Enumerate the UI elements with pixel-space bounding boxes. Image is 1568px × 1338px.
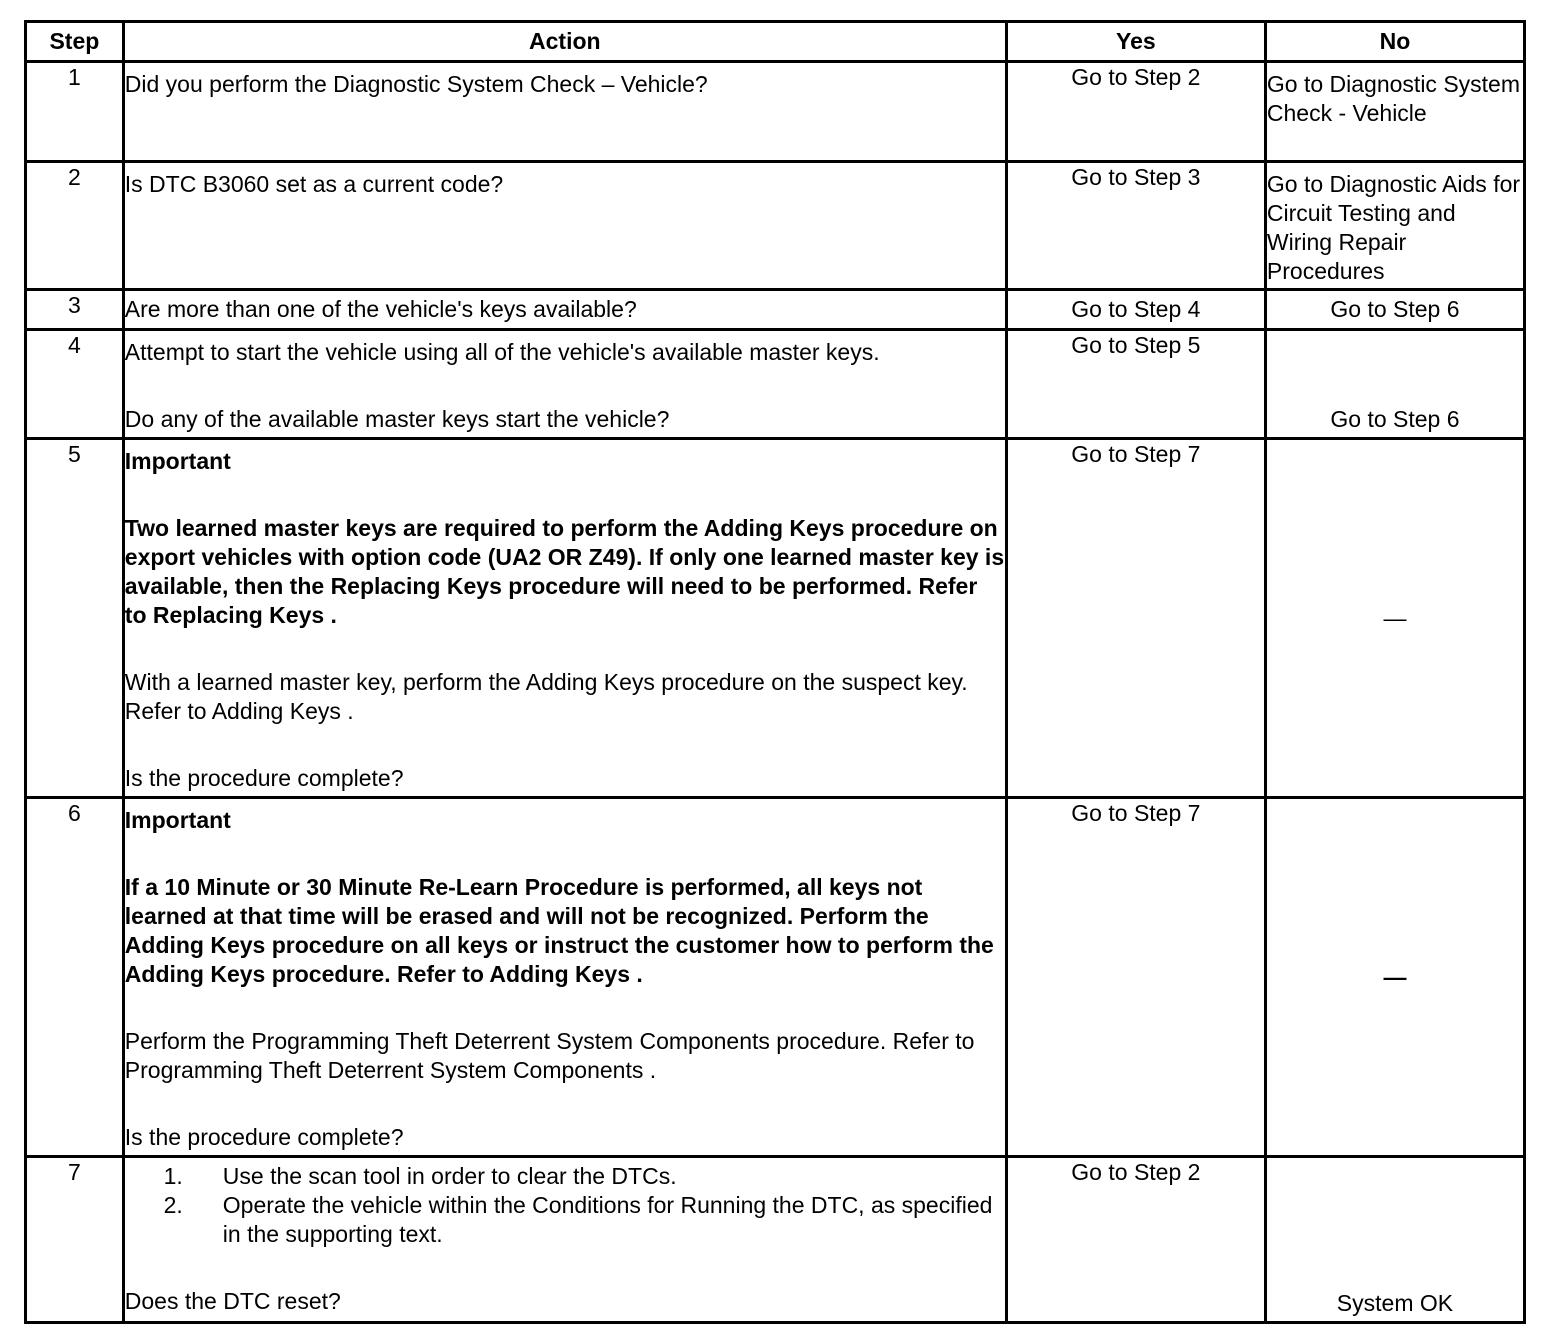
yes-cell	[1006, 330, 1265, 439]
table-row	[26, 290, 1525, 330]
yes-cell	[1006, 798, 1265, 1157]
step-number: 6	[26, 798, 124, 1157]
step-number: 1	[26, 62, 124, 162]
no-text: Go to Step 6	[1330, 406, 1460, 432]
step-number: 2	[26, 162, 124, 290]
table-row	[26, 798, 1525, 1157]
no-cell	[1265, 162, 1524, 290]
action-cell	[123, 162, 1006, 290]
yes-cell	[1006, 162, 1265, 290]
header-yes: Yes	[1006, 22, 1265, 62]
no-text: —	[1383, 963, 1407, 990]
action-cell	[123, 330, 1006, 439]
action-text: Attempt to start the vehicle using all of the vehicle's available master keys.	[124, 339, 880, 365]
action-text: With a learned master key, perform the Adding Keys procedure on the suspect key. Refer to Adding Keys .	[124, 669, 968, 724]
header-row	[26, 22, 1525, 62]
action-question: Do any of the available master keys start the vehicle?	[124, 406, 670, 432]
yes-cell	[1006, 290, 1265, 330]
action-cell	[123, 62, 1006, 162]
table-row	[26, 1157, 1525, 1323]
table-row	[26, 330, 1525, 439]
important-text: Two learned master keys are required to perform the Adding Keys procedure on export vehicles with option code (UA2 OR Z49). If only one learned master key is available, then the Replacing Keys procedure will need to be performed. Refer to Replacing Keys .	[124, 515, 1005, 628]
yes-text: Go to Step 7	[1071, 800, 1201, 826]
no-cell	[1265, 330, 1524, 439]
yes-text: Go to Step 5	[1071, 332, 1201, 358]
step-number: 7	[26, 1157, 124, 1323]
yes-text: Go to Step 4	[1071, 296, 1201, 322]
table-row	[26, 62, 1525, 162]
no-cell	[1265, 439, 1524, 798]
action-text: Did you perform the Diagnostic System Check – Vehicle?	[124, 71, 708, 97]
list-text: Operate the vehicle within the Conditions for Running the DTC, as specified in the supporting text.	[222, 1192, 993, 1247]
list-item	[125, 1162, 1005, 1191]
action-cell	[123, 798, 1006, 1157]
action-cell	[123, 290, 1006, 330]
yes-cell	[1006, 1157, 1265, 1323]
step-number: 3	[26, 290, 124, 330]
no-cell	[1265, 798, 1524, 1157]
yes-text: Go to Step 7	[1071, 441, 1201, 467]
yes-cell	[1006, 62, 1265, 162]
list-number: 2.	[163, 1192, 183, 1218]
action-question: Is the procedure complete?	[124, 765, 404, 791]
important-label: Important	[124, 448, 231, 474]
no-text: Go to Diagnostic Aids for Circuit Testing and Wiring Repair Procedures	[1266, 171, 1521, 284]
action-cell	[123, 439, 1006, 798]
no-text: Go to Diagnostic System Check - Vehicle	[1266, 71, 1521, 126]
header-action: Action	[123, 22, 1006, 62]
important-text: If a 10 Minute or 30 Minute Re-Learn Procedure is performed, all keys not learned at that time will be erased and will not be recognized. Perform the Adding Keys procedure on all keys or instruct the customer how to perform the Adding Keys procedure. Refer to Adding Keys .	[124, 874, 994, 987]
action-cell	[123, 1157, 1006, 1323]
action-text: Are more than one of the vehicle's keys available?	[124, 296, 637, 322]
action-text: Is DTC B3060 set as a current code?	[124, 171, 504, 197]
table-row	[26, 162, 1525, 290]
important-label: Important	[124, 807, 231, 833]
header-no: No	[1265, 22, 1524, 62]
yes-text: Go to Step 2	[1071, 1159, 1201, 1185]
yes-text: Go to Step 2	[1071, 64, 1201, 90]
step-number: 5	[26, 439, 124, 798]
diagnostic-table	[24, 20, 1526, 1324]
step-number: 4	[26, 330, 124, 439]
header-step: Step	[26, 22, 124, 62]
table-row	[26, 439, 1525, 798]
no-cell	[1265, 62, 1524, 162]
yes-text: Go to Step 3	[1071, 164, 1201, 190]
no-cell	[1265, 290, 1524, 330]
list-item	[125, 1191, 1005, 1249]
action-question: Does the DTC reset?	[124, 1288, 341, 1314]
list-number: 1.	[163, 1163, 183, 1189]
list-text: Use the scan tool in order to clear the DTCs.	[222, 1163, 677, 1189]
no-text: —	[1383, 604, 1407, 631]
action-question: Is the procedure complete?	[124, 1124, 404, 1150]
yes-cell	[1006, 439, 1265, 798]
no-text: System OK	[1336, 1290, 1454, 1316]
no-text: Go to Step 6	[1330, 296, 1460, 322]
action-text: Perform the Programming Theft Deterrent System Components procedure. Refer to Programming Theft Deterrent System Components .	[124, 1028, 975, 1083]
no-cell	[1265, 1157, 1524, 1323]
